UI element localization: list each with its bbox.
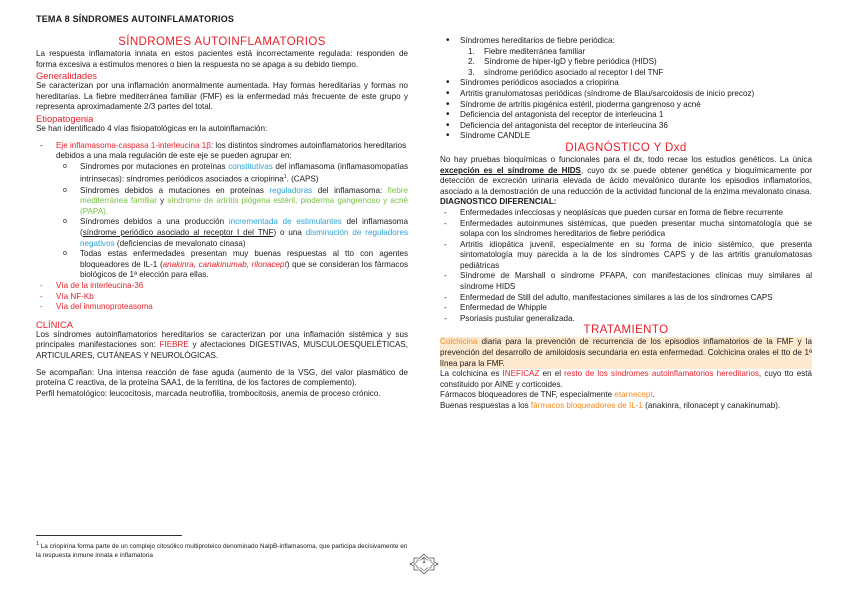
list-item: - Enfermedades infecciosas y neoplásicas que pueden cursar en forma de fiebre recurrente [440,208,812,219]
list-item: o Todas estas enfermedades presentan muy buenas respuestas al tto con agentes bloqueadores de IL-1 (anakinra, canakinumab, rilonacept) que se consideran los fármacos biológicos de 1ª elección para ellas. [36,249,408,281]
pathway-item: - Vía NF-Kb [36,292,408,303]
pathway-item [36,141,408,281]
list-item: o Síndromes debidos a una producción incrementada de estimulantes del inflamasoma (síndrome periódico asociado al receptor I del TNF) o una disminución de reguladores negativos (deficiencias de mevalonato cinasa) [36,217,408,249]
pathway-1-text: : los distintos síndromes autoinflamatorios hereditarios debidos a una mala regulación de este eje se pueden agrupar en: [56,140,407,161]
list-item: - Enfermedad de Still del adulto, manifestaciones similares a las de los síndromes CAPS [440,293,812,304]
left-column [36,36,408,399]
etiopatogenia-paragraph: Se han identificado 4 vías fisiopatológicas en la autoinflamación: [36,123,268,133]
generalidades-heading: Generalidades [36,70,97,82]
intro-paragraph: La respuesta inflamatoria innata en estos pacientes está incorrectamente regulada: responden de forma excesiva a estímulos menores o bien la respuesta no se apaga a su debido tiempo. [36,49,408,69]
main-heading: SÍNDROMES AUTOINFLAMATORIOS [118,36,326,48]
etiopatogenia-heading: Etiopatogenia [36,112,94,124]
list-item: o Síndromes por mutaciones en proteínas constitutivas del inflamasoma (inflamasomopatías intrínsecas): síndromes periódicos asociados a criopirina$^1$. (CAPS) [36,162,408,186]
tratamiento-colchicina: Colchicina diaria para la prevención de recurrencia de los episodios inflamatorios de la FMF y la prevención del desarrollo de amiloidosis secundaria en esta enfermedad. Colchicina orales el tto de 1ª línea para la FMF. [440,337,812,368]
pathway-item: - Vía del inmunoproteasoma [36,302,408,313]
list-item: - Artritis idiopática juvenil, especialmente en su forma de inicio sistémico, que presenta sintomatología muy parecida a la de los síndromes CAPS y de las artritis granulomatosas pediátricas [440,240,812,272]
differential-list [440,208,812,325]
pathway-item: - Vía de la interleucina-36 [36,281,408,292]
tratamiento-paragraph-3: Fármacos bloqueadores de TNF, especialmente etarnecept. [440,390,655,400]
page-number: 1 [422,558,426,565]
list-item: o Síndromes debidos a mutaciones en proteínas reguladoras del inflamasoma: fiebre mediterránea familiar y síndrome de artritis piógena estéril, pioderma gangrenoso y acné (PAPA). [36,186,408,218]
numbered-list [460,47,812,79]
list-item: 2. Síndrome de hiper-IgD y fiebre periódica (HIDS) [468,57,657,67]
generalidades-paragraph: Se caracterizan por una inflamación anormalmente aumentada. Hay formas hereditarias y formas no hereditarias. La fiebre mediterránea familiar (FMF) es la enfermedad más frecuente de este grupo y representa aproximadamente 2/3 partes del total. [36,81,408,112]
clinica-paragraph: Los síndromes autoinflamatorios hereditarios se caracterizan por una inflamación sistémica y sus principales manifestaciones son: FIEBRE y afectaciones DIGESTIVAS, MUSCULOESQUELÉTICAS, ARTICULARES, CUTÁNEAS Y NEUROLÓGICAS. [36,329,408,360]
page-number-badge [409,553,439,575]
tratamiento-paragraph-4: Buenas respuestas a los fármacos bloqueadores de IL-1 (anakinra, rilonacept y canakinumab). [440,401,781,410]
tratamiento-paragraph-2: La colchicina es INEFICAZ en el resto de los síndromes autoinflamatorios hereditarios, cuyo tto está constituido por AINE y corticoides. [440,369,812,389]
syndromes-list [440,36,812,142]
footnote-rule [36,535,182,536]
list-item: - Psoriasis pustular generalizada. [440,314,812,325]
list-item: - Síndrome de Marshall o síndrome PFAPA, con manifestaciones clínicas muy similares al síndrome HIDS [440,271,812,292]
list-item: • Deficiencia del antagonista del receptor de interleucina 36 [440,121,812,132]
pathway-1-sublist [36,162,408,281]
tratamiento-heading: TRATAMIENTO [583,324,669,337]
list-item: - Enfermedades autoinmunes sistémicas, que pueden presentar mucha sintomatología que se solapa con los síndromes hereditarios de fiebre periódica [440,219,812,240]
clinica-heading: CLÍNICA [36,318,73,330]
acompanan-paragraph: Se acompañan: Una intensa reacción de fase aguda (aumento de la VSG, del valor plasmático de proteína C reactiva, de la proteína SAA1, de la ferritina, de los factores de complemento). [36,367,408,388]
list-item: • Artritis granulomatosas periódicas (síndrome de Blau/sarcoidosis de inicio precoz) [440,89,812,100]
right-column [440,36,812,412]
diagnostico-diferencial-heading: DIAGNOSTICO DIFERENCIAL: [440,197,557,207]
list-item: 1. Fiebre mediterránea familiar [468,46,586,56]
list-item: • Síndromes hereditarios de fiebre periódica: 1. Fiebre mediterránea familiar 2. Síndrome de hiper-IgD y fiebre periódica (HIDS) 3. síndrome periódico asociado al receptor I del TNF [440,36,812,78]
list-item: • Síndrome CANDLE [440,131,812,142]
list-item: • Deficiencia del antagonista del receptor de interleucina 1 [440,110,812,121]
diagnostico-paragraph: No hay pruebas bioquímicas o funcionales para el dx, todo recae los estudios genéticos. La única excepción es el síndrome de HIDS, cuyo dx se puede obtener genética y bioquímicamente por detección de excreción urinaria elevada de ácido mevalónico durante los episodios inflamatorios, asociado a la demostración de una reducción de la actividad funcional de la enzima mevalonato cinasa. [440,154,812,196]
pathways-list [36,141,408,313]
list-item: • Síndromes periódicos asociados a criopirina [440,78,812,89]
pathway-1-label: Eje inflamasoma-caspasa 1-interleucina 1β [56,140,211,150]
list-item: - Enfermedad de Whipple [440,303,812,314]
footnote: $^1$ La criopirina forma parte de un complejo citosólico multiproteico denominado NalpB-inflamasoma, que participa decisivamente en la respuesta inmune innata e inflamatoria [36,541,408,560]
list-item: 3. síndrome periódico asociado al receptor I del TNF [468,67,664,77]
list-item: • Síndrome de artritis piogénica estéril, pioderma gangrenoso y acné [440,100,812,111]
perfil-paragraph: Perfil hematológico: leucocitosis, marcada neutrofilia, trombocitosis, anemia de proceso crónico. [36,388,381,398]
diagnostico-heading: DIAGNÓSTICO Y Dxd [565,141,687,154]
document-title: TEMA 8 SÍNDROMES AUTOINFLAMATORIOS [36,14,235,24]
